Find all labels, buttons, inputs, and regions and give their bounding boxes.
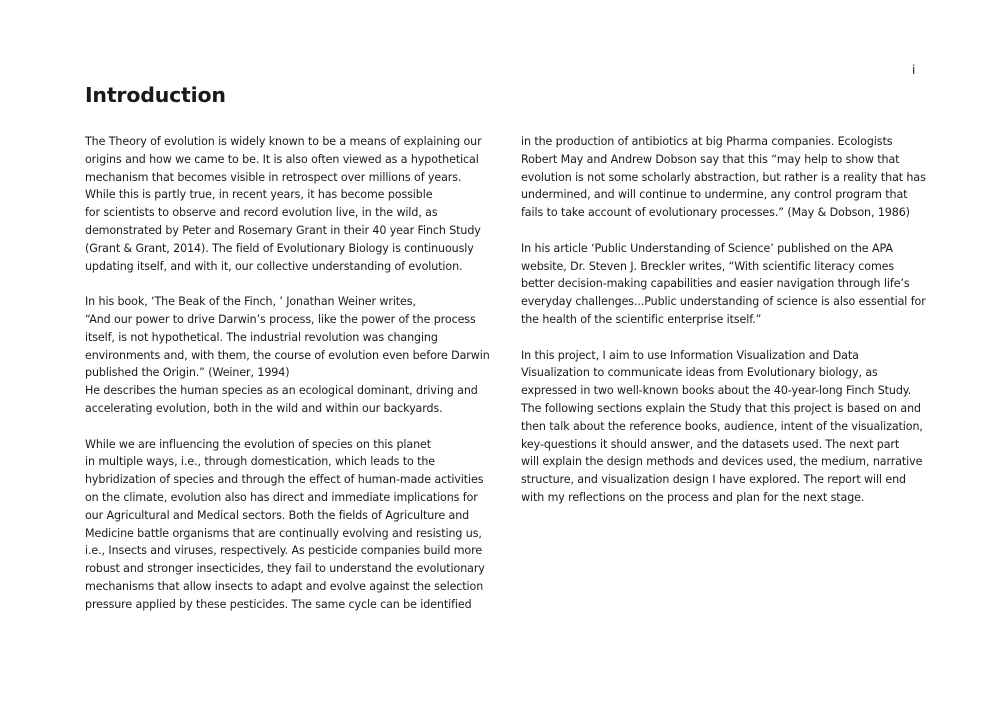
text-line: on the climate, evolution also has direct and immediate implications for <box>85 490 478 504</box>
text-line: key-questions it should answer, and the datasets used. The next part <box>521 437 900 451</box>
text-line: in multiple ways, i.e., through domestication, which leads to the <box>85 455 436 469</box>
text-line: Medicine battle organisms that are continually evolving and resisting us, <box>85 526 482 540</box>
text-line: updating itself, and with it, our collective understanding of evolution. <box>85 259 463 273</box>
text-line: structure, and visualization design I have explored. The report will end <box>521 473 906 487</box>
text-line: hybridization of species and through the effect of human-made activities <box>85 473 484 487</box>
text-line: evolution is not some scholarly abstraction, but rather is a reality that has <box>521 170 926 184</box>
text-line: expressed in two well-known books about the 40-year-long Finch Study. <box>521 384 912 398</box>
text-line: accelerating evolution, both in the wild and within our backyards. <box>85 401 443 415</box>
text-line: (Grant & Grant, 2014). The field of Evolutionary Biology is continuously <box>85 241 474 255</box>
body-paragraph <box>85 436 495 614</box>
text-line: robust and stronger insecticides, they fail to understand the evolutionary <box>85 562 485 576</box>
left-text-column <box>85 133 495 631</box>
text-line: “And our power to drive Darwin’s process, like the power of the process <box>85 312 476 326</box>
text-line: Robert May and Andrew Dobson say that this “may help to show that <box>521 152 900 166</box>
text-line: While we are influencing the evolution of species on this planet <box>85 437 432 451</box>
body-paragraph <box>521 347 923 507</box>
text-line: The following sections explain the Study that this project is based on and <box>521 401 921 415</box>
text-line: pressure applied by these pesticides. The same cycle can be identified <box>85 597 472 611</box>
text-line: then talk about the reference books, audience, intent of the visualization, <box>521 419 923 433</box>
text-line: will explain the design methods and devices used, the medium, narrative <box>521 455 923 469</box>
text-line: While this is partly true, in recent years, it has become possible <box>85 188 433 202</box>
text-line: undermined, and will continue to undermine, any control program that <box>521 188 908 202</box>
text-line: environments and, with them, the course of evolution even before Darwin <box>85 348 490 362</box>
body-paragraph <box>521 240 926 329</box>
text-line: He describes the human species as an ecological dominant, driving and <box>85 384 478 398</box>
text-line: i.e., Insects and viruses, respectively. As pesticide companies build more <box>85 544 483 558</box>
text-line: the health of the scientific enterprise itself.” <box>521 312 762 326</box>
right-text-column <box>521 133 926 525</box>
text-line: origins and how we came to be. It is also often viewed as a hypothetical <box>85 152 479 166</box>
text-line: everyday challenges...Public understanding of science is also essential for <box>521 295 926 309</box>
text-line: our Agricultural and Medical sectors. Both the fields of Agriculture and <box>85 508 470 522</box>
text-line: for scientists to observe and record evolution live, in the wild, as <box>85 206 438 220</box>
text-line: published the Origin.” (Weiner, 1994) <box>85 366 290 380</box>
text-line: with my reflections on the process and plan for the next stage. <box>521 490 865 504</box>
text-line: The Theory of evolution is widely known to be a means of explaining our <box>85 135 482 148</box>
text-line: website, Dr. Steven J. Breckler writes, “With scientific literacy comes <box>521 259 895 273</box>
text-line: In his book, ‘The Beak of the Finch, ’ Jonathan Weiner writes, <box>85 295 416 309</box>
text-line: Visualization to communicate ideas from Evolutionary biology, as <box>521 366 878 380</box>
body-paragraph <box>85 293 495 418</box>
text-line: In his article ‘Public Understanding of Science’ published on the APA <box>521 241 893 255</box>
text-line: itself, is not hypothetical. The industrial revolution was changing <box>85 330 438 344</box>
page-number: i <box>912 63 916 77</box>
text-line: in the production of antibiotics at big Pharma companies. Ecologists <box>521 135 893 148</box>
text-line: demonstrated by Peter and Rosemary Grant in their 40 year Finch Study <box>85 223 481 237</box>
text-line: better decision-making capabilities and easier navigation through life’s <box>521 277 910 291</box>
text-line: In this project, I aim to use Information Visualization and Data <box>521 348 859 362</box>
text-line: mechanisms that allow insects to adapt and evolve against the selection <box>85 579 484 593</box>
page-title: Introduction <box>85 83 226 107</box>
text-line: mechanism that becomes visible in retrospect over millions of years. <box>85 170 462 184</box>
body-paragraph <box>521 133 926 222</box>
text-line: fails to take account of evolutionary processes.” (May & Dobson, 1986) <box>521 206 910 220</box>
body-paragraph <box>85 133 495 275</box>
